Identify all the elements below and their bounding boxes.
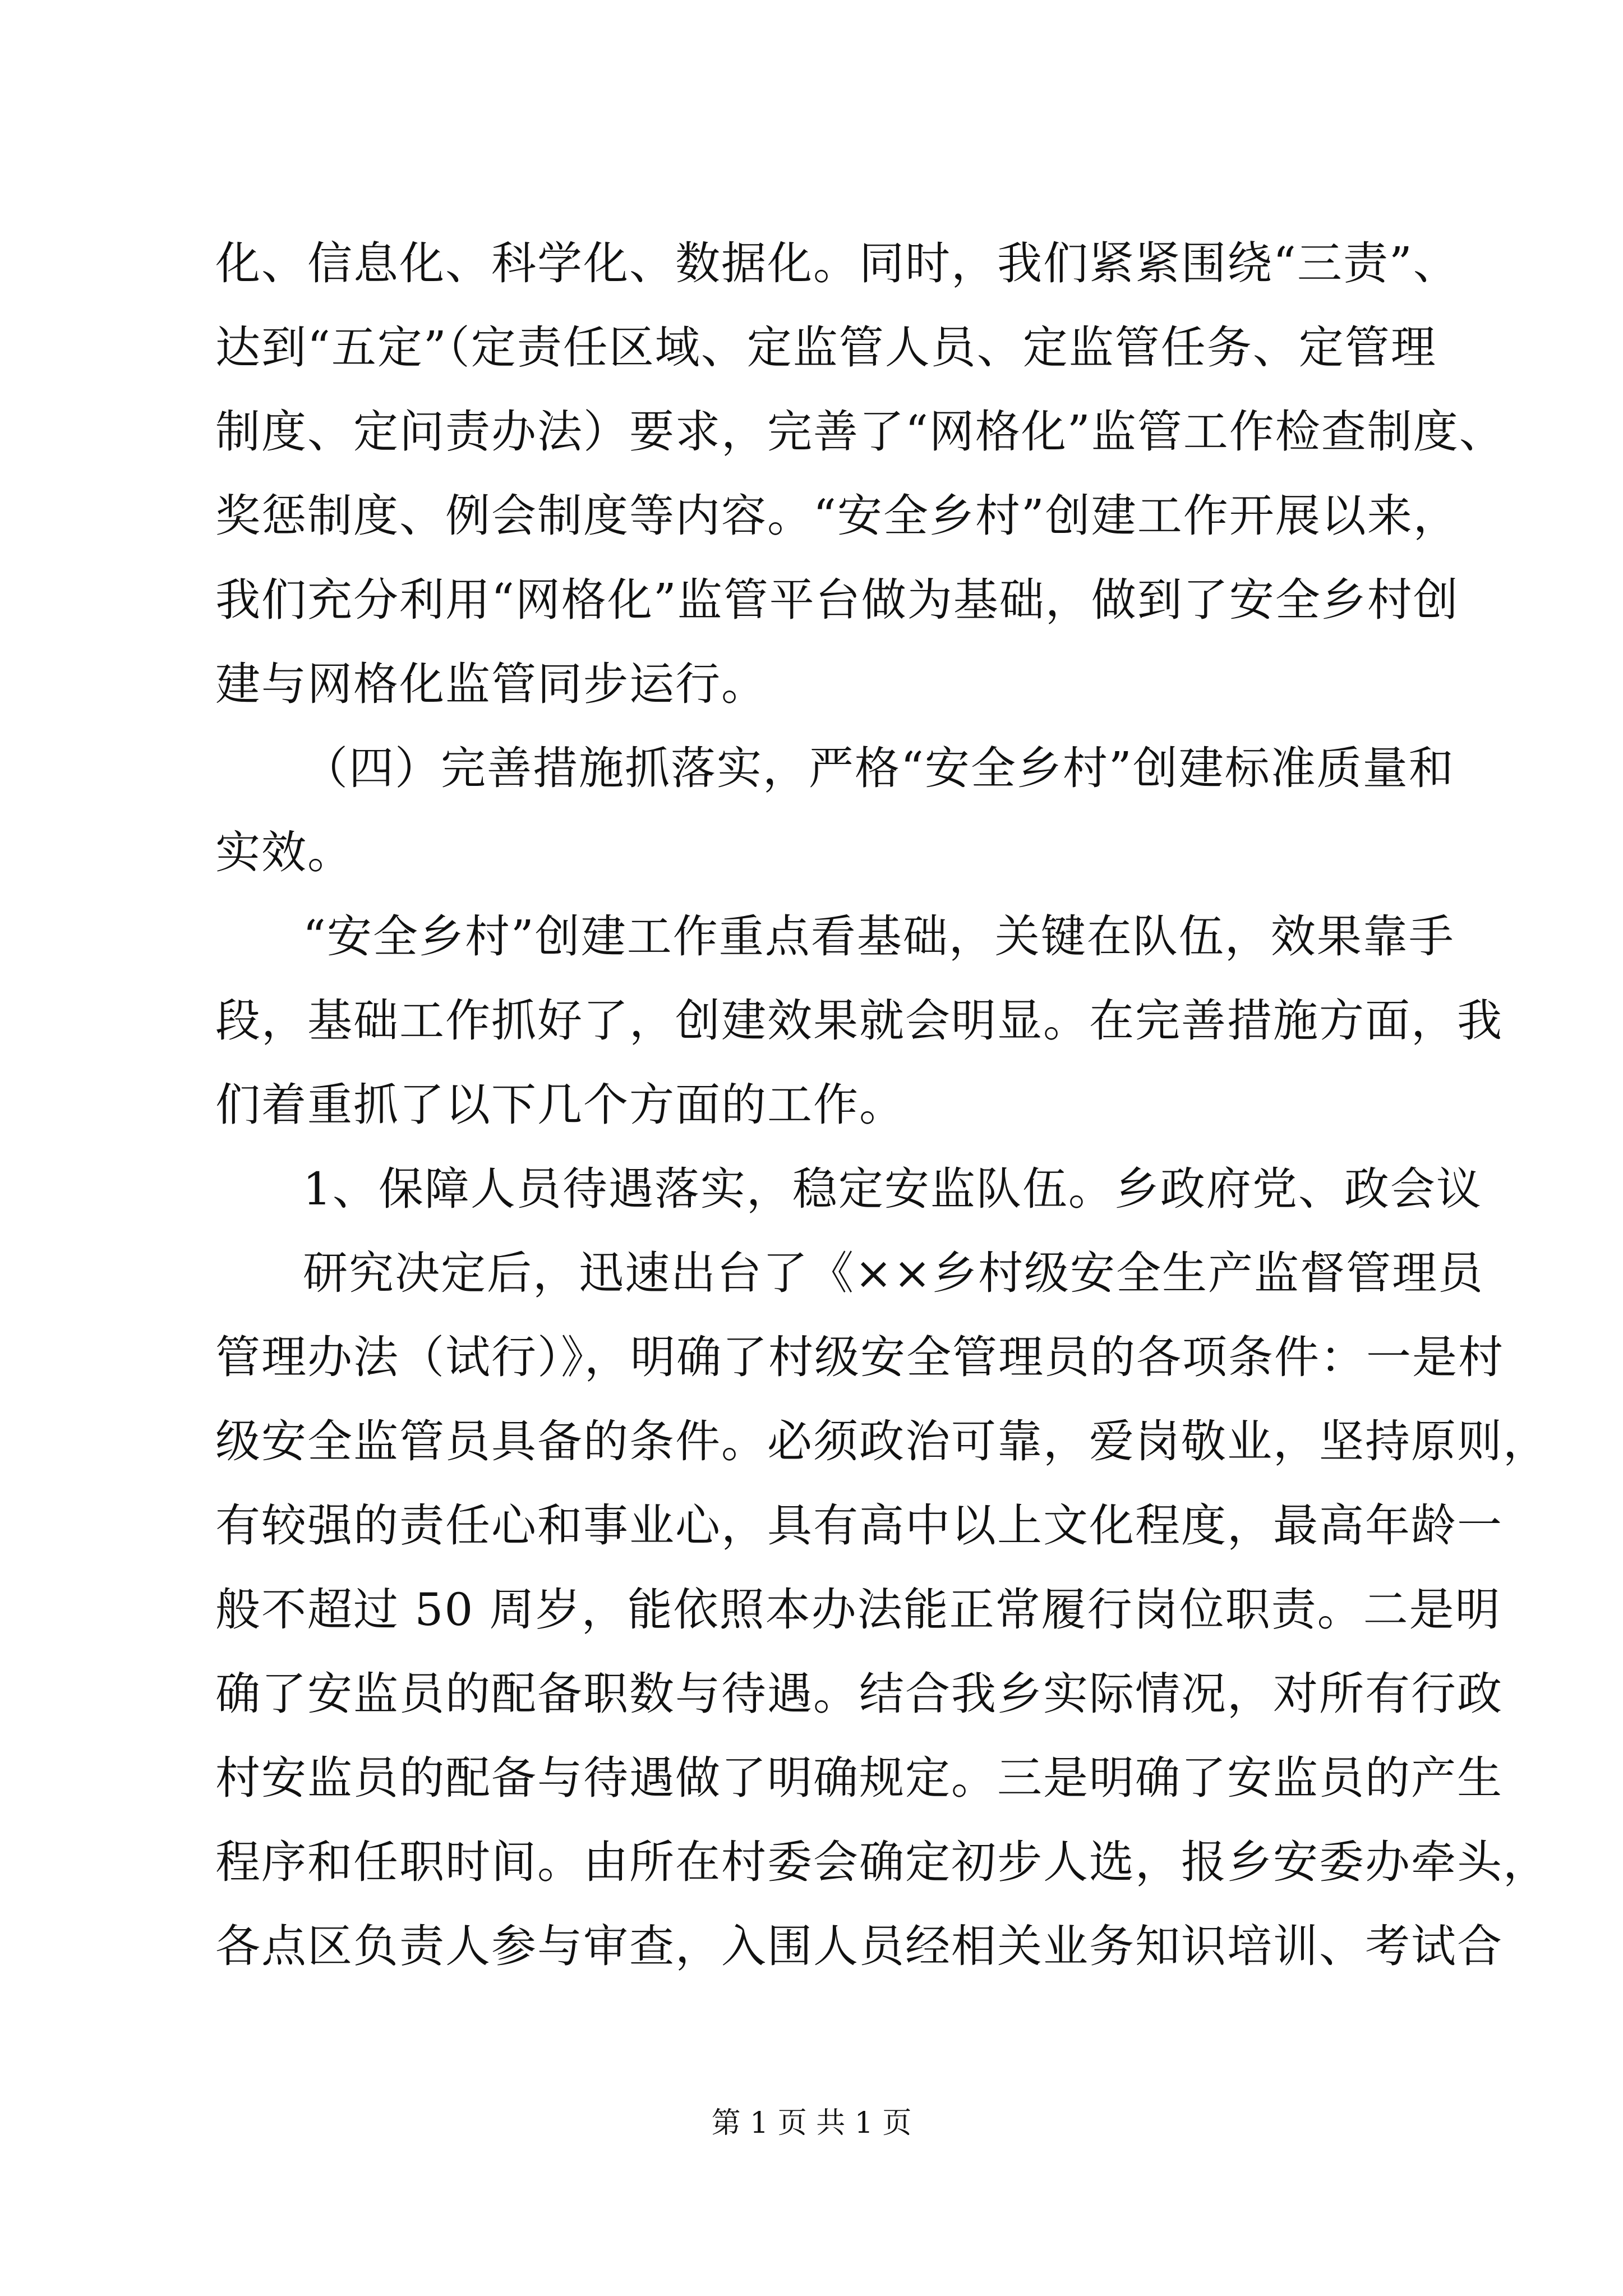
text-line-13: 研究决定后，迅速出台了《××乡村级安全生产监督管理员 [303, 1247, 1484, 1299]
text-line-6: 建与网格化监管同步运行。 [215, 658, 767, 710]
text-line-16: 有较强的责任心和事业心，具有高中以上文化程度，最高年龄一 [215, 1499, 1503, 1552]
list-item-1: 1、保障人员待遇落实，稳定安监队伍。乡政府党、政会议 [303, 1163, 1482, 1215]
text-line-19: 村安监员的配备与待遇做了明确规定。三是明确了安监员的产生 [215, 1752, 1503, 1804]
text-line-21: 各点区负责人参与审查，入围人员经相关业务知识培训、考试合 [215, 1920, 1503, 1972]
text-line-2: 达到“五定”（定责任区域、定监管人员、定监管任务、定管理 [215, 321, 1437, 374]
text-line-4: 奖惩制度、例会制度等内容。“安全乡村”创建工作开展以来， [215, 490, 1459, 542]
text-line-11: 们着重抓了以下几个方面的工作。 [215, 1079, 905, 1131]
text-line-5: 我们充分利用“网格化”监管平台做为基础，做到了安全乡村创 [215, 574, 1459, 626]
text-line-18: 确了安监员的配备职数与待遇。结合我乡实际情况，对所有行政 [215, 1668, 1503, 1720]
text-line-1: 化、信息化、科学化、数据化。同时，我们紧紧围绕“三责”、 [215, 237, 1459, 289]
section-heading: （四）完善措施抓落实，严格“安全乡村”创建标准质量和 [303, 742, 1455, 794]
text-line-10: 段，基础工作抓好了，创建效果就会明显。在完善措施方面，我 [215, 995, 1503, 1047]
text-line-17: 般不超过 50 周岁，能依照本办法能正常履行岗位职责。二是明 [215, 1584, 1501, 1636]
text-line-20: 程序和任职时间。由所在村委会确定初步人选，报乡安委办牵头， [215, 1836, 1549, 1888]
text-line-8: 实效。 [215, 826, 353, 878]
paragraph-start: “安全乡村”创建工作重点看基础，关键在队伍，效果靠手 [303, 910, 1455, 963]
page-footer: 第 1 页 共 1 页 [711, 2106, 912, 2140]
text-line-15: 级安全监管员具备的条件。必须政治可靠，爱岗敬业，坚持原则， [215, 1415, 1549, 1467]
text-line-3: 制度、定问责办法）要求，完善了“网格化”监管工作检查制度、 [215, 406, 1505, 458]
text-line-14: 管理办法（试行）》，明确了村级安全管理员的各项条件：一是村 [215, 1331, 1504, 1383]
